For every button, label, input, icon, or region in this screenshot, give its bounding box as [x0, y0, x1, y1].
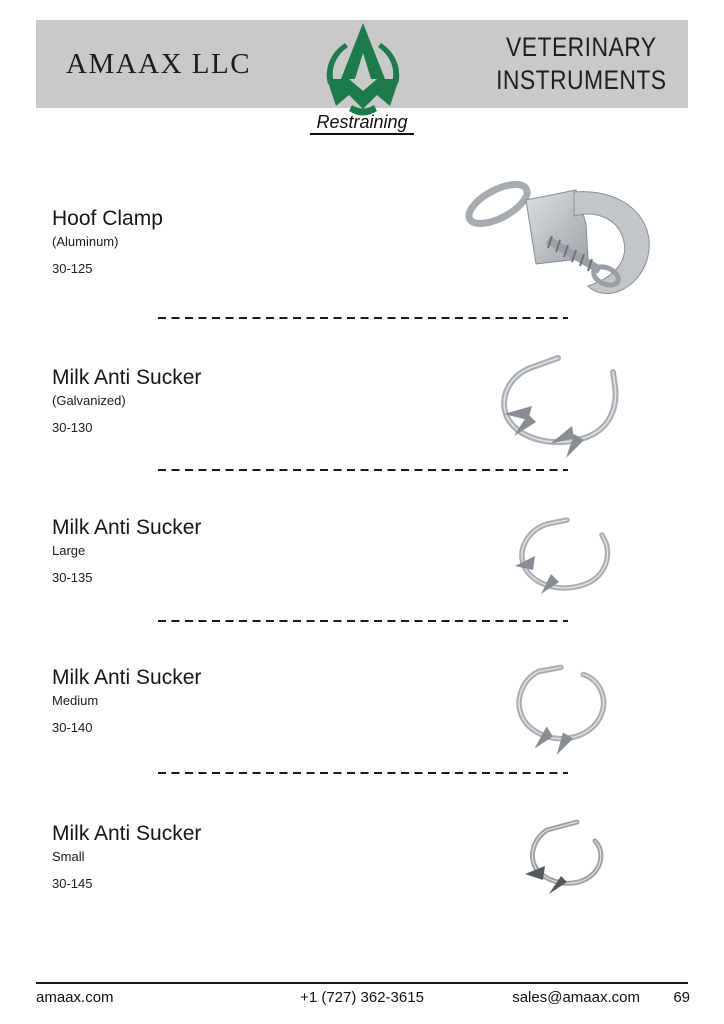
section-divider — [158, 469, 568, 471]
section-divider — [158, 772, 568, 774]
catalog-title — [496, 20, 666, 108]
product-variant: (Aluminum) — [52, 234, 119, 249]
product-section-milk-anti-sucker-medium — [52, 666, 201, 735]
product-variant: Large — [52, 543, 86, 558]
product-name: Milk Anti Sucker — [52, 516, 202, 539]
footer-phone: +1 (727) 362-3615 — [300, 989, 424, 1006]
milk-anti-sucker-small-image — [511, 810, 619, 900]
product-name: Milk Anti Sucker — [52, 366, 202, 389]
milk-anti-sucker-medium-image — [502, 652, 630, 758]
product-code: 30-130 — [52, 420, 93, 435]
section-divider — [158, 620, 568, 622]
milk-anti-sucker-large-image — [503, 510, 625, 602]
product-variant: (Galvanized) — [52, 393, 126, 408]
product-name: Milk Anti Sucker — [52, 822, 202, 845]
product-name: Milk Anti Sucker — [52, 666, 202, 689]
catalog-title-line2: INSTRUMENTS — [495, 65, 666, 95]
product-section-milk-anti-sucker-large — [52, 516, 201, 585]
product-section-hoof-clamp — [52, 207, 163, 276]
product-variant: Medium — [52, 693, 99, 708]
category-heading — [0, 112, 724, 133]
product-code: 30-145 — [52, 876, 93, 891]
section-divider — [158, 317, 568, 319]
product-code: 30-125 — [52, 261, 93, 276]
product-section-milk-anti-sucker-small — [52, 822, 201, 891]
product-code: 30-135 — [52, 570, 93, 585]
product-section-milk-anti-sucker-galvanized — [52, 366, 201, 435]
page-number: 69 — [673, 989, 690, 1006]
company-name: AMAAX LLC — [66, 47, 252, 80]
product-variant: Small — [52, 849, 85, 864]
footer-website: amaax.com — [36, 989, 114, 1006]
product-name: Hoof Clamp — [52, 207, 163, 230]
category-heading-text: Restraining — [310, 112, 413, 135]
product-code: 30-140 — [52, 720, 93, 735]
footer-email: sales@amaax.com — [512, 989, 640, 1006]
footer-rule — [36, 982, 688, 984]
hoof-clamp-image — [448, 166, 664, 304]
milk-anti-sucker-galvanized-image — [478, 348, 646, 464]
amaax-logo-icon — [319, 21, 407, 117]
catalog-title-line1: VETERINARY — [505, 32, 657, 63]
